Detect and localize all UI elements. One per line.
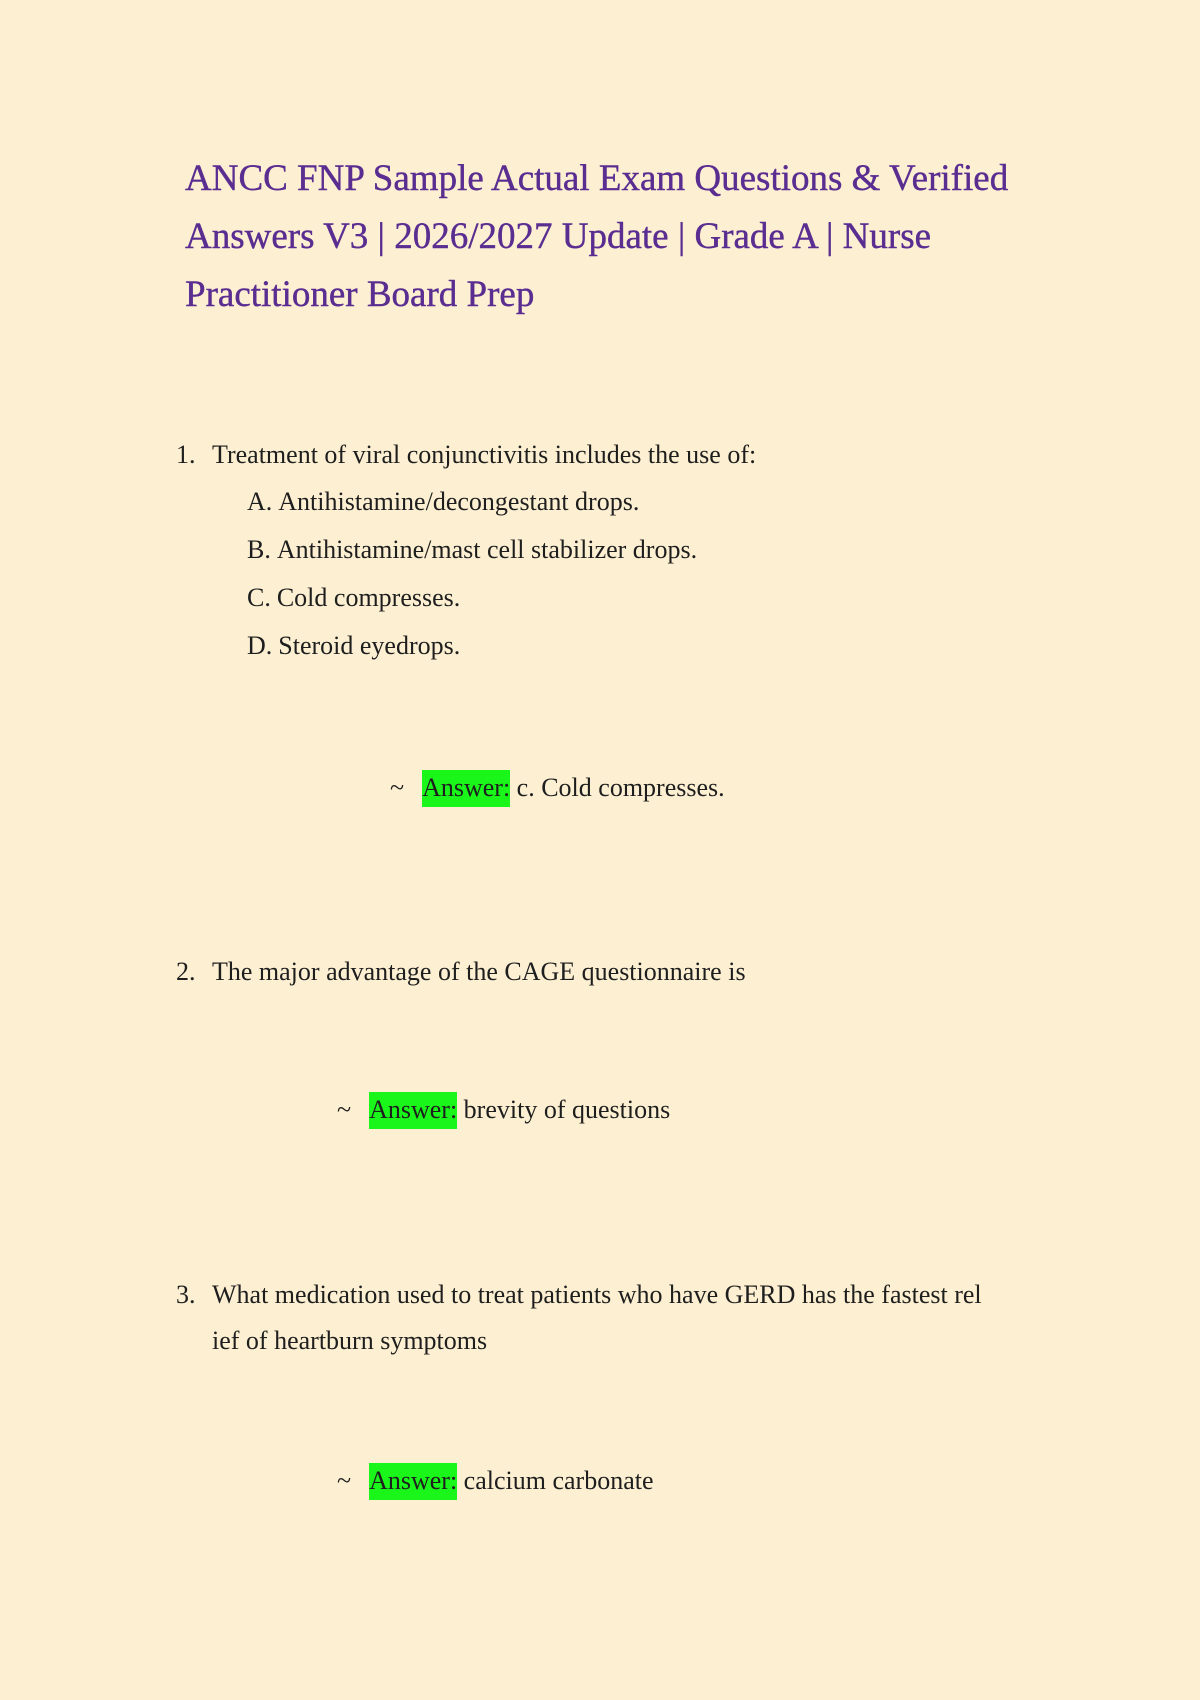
option-letter: A. — [247, 487, 273, 516]
answer-text: c. Cold compresses. — [516, 773, 725, 802]
option-text: Antihistamine/mast cell stabilizer drops. — [276, 535, 698, 564]
question-text: What medication used to treat patients who have GERD has the fastest rel — [212, 1280, 982, 1309]
document-title: ANCC FNP Sample Actual Exam Questions & Verified Answers V3 | 2026/2027 Update | Grade A | Nurse Practitioner Board Prep — [185, 158, 1009, 315]
option-letter: D. — [247, 631, 273, 660]
question-number: 2. — [176, 957, 196, 986]
option-text: Steroid eyedrops. — [278, 631, 461, 660]
question-text: ief of heartburn symptoms — [212, 1326, 488, 1355]
option-c — [247, 574, 460, 622]
answer-text: calcium carbonate — [463, 1466, 654, 1495]
answer-3 — [337, 1461, 654, 1501]
option-text: Antihistamine/decongestant drops. — [278, 487, 640, 516]
answer-text: brevity of questions — [463, 1095, 671, 1124]
option-a — [247, 478, 639, 526]
question-text: The major advantage of the CAGE questionnaire is — [212, 957, 746, 986]
option-text: Cold compresses. — [276, 583, 461, 612]
question-text: Treatment of viral conjunctivitis includes the use of: — [212, 440, 757, 469]
answer-label: Answer: — [422, 770, 510, 807]
option-letter: B. — [247, 535, 271, 564]
answer-marker: ~ — [390, 773, 405, 802]
answer-label: Answer: — [369, 1463, 457, 1500]
answer-marker: ~ — [337, 1095, 352, 1124]
question-number: 1. — [176, 440, 196, 469]
answer-1 — [390, 768, 725, 808]
option-letter: C. — [247, 583, 271, 612]
answer-2 — [337, 1090, 670, 1130]
option-b — [247, 526, 697, 574]
answer-label: Answer: — [369, 1092, 457, 1129]
option-d — [247, 622, 460, 670]
answer-marker: ~ — [337, 1466, 352, 1495]
question-number: 3. — [176, 1280, 196, 1309]
